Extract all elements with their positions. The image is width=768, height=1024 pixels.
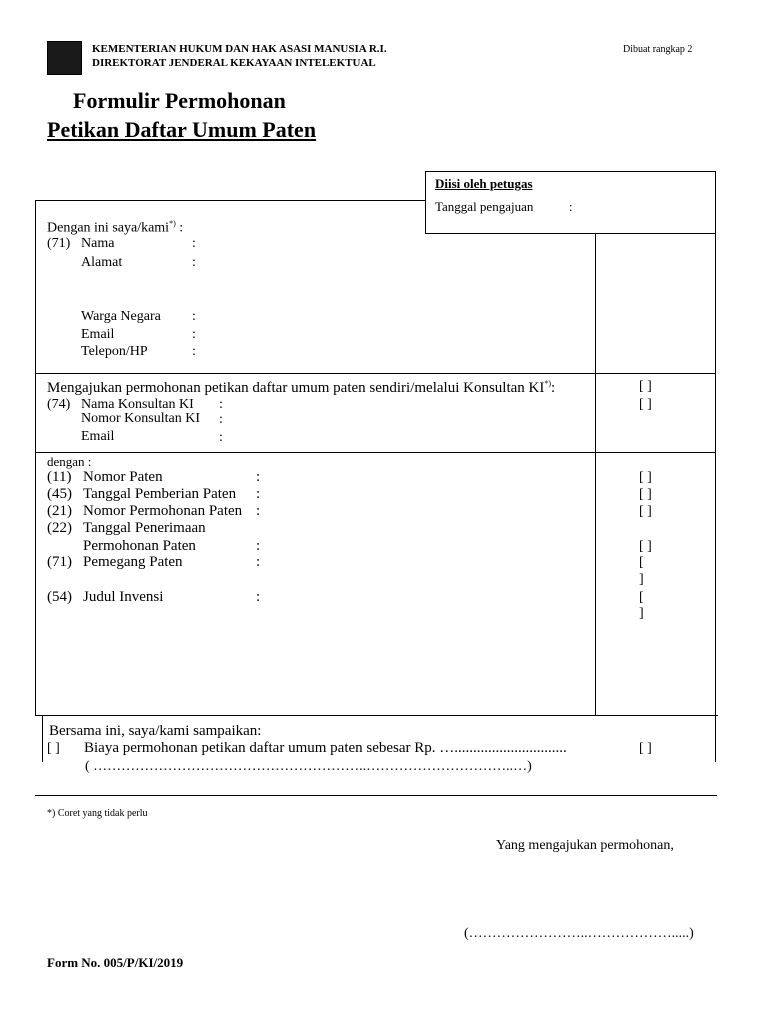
attachment-left-border bbox=[42, 716, 43, 762]
patent-holder-code: (71) bbox=[47, 554, 72, 570]
applicant-code: (71) bbox=[47, 236, 71, 251]
receipt-date-checkbox[interactable]: [ ] bbox=[639, 539, 652, 554]
address-label: Alamat bbox=[81, 255, 123, 270]
application-number-code: (21) bbox=[47, 503, 72, 519]
form-right-border bbox=[715, 233, 716, 715]
patent-number-colon: : bbox=[256, 469, 261, 485]
form-column-divider bbox=[595, 233, 596, 715]
fee-amount-words[interactable]: ( …………………………………………………..…………………………..…) bbox=[85, 759, 532, 774]
fee-text: Biaya permohonan petikan daftar umum paten sebesar Rp. ….............................. bbox=[84, 740, 567, 756]
submission-date-field[interactable] bbox=[581, 199, 706, 215]
patent-holder-field[interactable] bbox=[266, 554, 584, 584]
email-field[interactable] bbox=[202, 327, 582, 344]
grant-date-code: (45) bbox=[47, 486, 72, 502]
address-colon: : bbox=[192, 255, 196, 270]
officer-box-heading: Diisi oleh petugas bbox=[435, 176, 533, 191]
consultant-number-colon: : bbox=[219, 412, 223, 427]
patent-holder-checkbox-close: ] bbox=[639, 572, 644, 587]
patent-number-field[interactable] bbox=[266, 469, 584, 486]
email-colon: : bbox=[192, 327, 196, 342]
form-subtitle: Petikan Daftar Umum Paten bbox=[47, 117, 317, 142]
ministry-name: KEMENTERIAN HUKUM DAN HAK ASASI MANUSIA R.I. bbox=[92, 43, 387, 55]
invention-title-checkbox-open[interactable]: [ bbox=[639, 590, 644, 605]
grant-date-checkbox[interactable]: [ ] bbox=[639, 487, 652, 502]
ministry-logo bbox=[47, 41, 82, 75]
form-left-border bbox=[35, 200, 36, 715]
signature-line[interactable]: (……………………..……………….....) bbox=[464, 926, 694, 941]
grant-date-field[interactable] bbox=[266, 486, 584, 503]
attachment-right-border bbox=[715, 716, 716, 762]
section-divider-2 bbox=[35, 452, 715, 453]
consultant-name-label: Nama Konsultan KI bbox=[81, 397, 194, 412]
patent-holder-checkbox-open[interactable]: [ bbox=[639, 555, 644, 570]
citizenship-field[interactable] bbox=[202, 309, 582, 326]
email-label: Email bbox=[81, 327, 115, 342]
footer-rule bbox=[35, 795, 717, 796]
patent-number-code: (11) bbox=[47, 469, 72, 485]
receipt-date-label-line1: Tanggal Penerimaan bbox=[83, 520, 206, 536]
consultant-number-label: Nomor Konsultan KI bbox=[81, 411, 200, 426]
applicant-intro: Dengan ini saya/kami*) : bbox=[47, 219, 184, 236]
application-number-checkbox[interactable]: [ ] bbox=[639, 504, 652, 519]
consultant-code: (74) bbox=[47, 397, 71, 412]
application-number-label: Nomor Permohonan Paten bbox=[83, 503, 243, 519]
consultant-name-colon: : bbox=[219, 397, 223, 412]
footnote: *) Coret yang tidak perlu bbox=[47, 808, 148, 819]
name-colon: : bbox=[192, 236, 196, 251]
consultant-number-field[interactable] bbox=[229, 412, 584, 429]
patent-holder-colon: : bbox=[256, 554, 261, 570]
copies-note: Dibuat rangkap 2 bbox=[623, 44, 693, 55]
section-divider-1 bbox=[35, 373, 715, 374]
invention-title-checkbox-close: ] bbox=[639, 606, 644, 621]
patent-number-label: Nomor Paten bbox=[83, 469, 163, 485]
form-title: Formulir Permohonan bbox=[73, 88, 286, 113]
consultant-email-colon: : bbox=[219, 430, 223, 445]
signature-label: Yang mengajukan permohonan, bbox=[496, 838, 674, 853]
application-number-field[interactable] bbox=[266, 503, 584, 520]
fee-checkbox[interactable]: [ ] bbox=[639, 741, 652, 756]
grant-date-label: Tanggal Pemberian Paten bbox=[83, 486, 237, 502]
form-number: Form No. 005/P/KI/2019 bbox=[47, 955, 184, 970]
officer-box bbox=[425, 171, 716, 234]
receipt-date-colon: : bbox=[256, 538, 261, 554]
grant-date-colon: : bbox=[256, 486, 261, 502]
patent-intro: dengan : bbox=[47, 454, 92, 469]
invention-title-code: (54) bbox=[47, 589, 72, 605]
submission-date-label: Tanggal pengajuan bbox=[435, 199, 534, 214]
name-field[interactable] bbox=[202, 236, 582, 253]
application-number-colon: : bbox=[256, 503, 261, 519]
receipt-date-code: (22) bbox=[47, 520, 72, 536]
phone-colon: : bbox=[192, 344, 196, 359]
phone-field[interactable] bbox=[202, 344, 582, 361]
invention-title-colon: : bbox=[256, 589, 261, 605]
fee-check[interactable]: [ ] bbox=[47, 741, 60, 756]
directorate-name: DIREKTORAT JENDERAL KEKAYAAN INTELEKTUAL bbox=[92, 57, 376, 69]
invention-title-label: Judul Invensi bbox=[83, 589, 164, 605]
address-field[interactable] bbox=[202, 255, 582, 305]
consultant-email-label: Email bbox=[81, 429, 115, 444]
name-label: Nama bbox=[81, 236, 115, 251]
consultant-statement-checkbox[interactable]: [ ] bbox=[639, 379, 652, 394]
attachments-intro: Bersama ini, saya/kami sampaikan: bbox=[49, 723, 262, 739]
citizenship-label: Warga Negara bbox=[81, 309, 161, 324]
patent-holder-label: Pemegang Paten bbox=[83, 554, 183, 570]
receipt-date-label-line2: Permohonan Paten bbox=[83, 538, 196, 554]
section-divider-3 bbox=[35, 715, 718, 716]
phone-label: Telepon/HP bbox=[81, 344, 148, 359]
consultant-email-field[interactable] bbox=[229, 430, 584, 447]
receipt-date-field[interactable] bbox=[266, 538, 584, 555]
consultant-name-checkbox[interactable]: [ ] bbox=[639, 397, 652, 412]
invention-title-field[interactable] bbox=[266, 589, 584, 699]
citizenship-colon: : bbox=[192, 309, 196, 324]
consultant-statement: Mengajukan permohonan petikan daftar umum paten sendiri/melalui Konsultan KI*): bbox=[47, 379, 556, 396]
patent-number-checkbox[interactable]: [ ] bbox=[639, 470, 652, 485]
submission-date-colon: : bbox=[569, 199, 573, 214]
form-top-border bbox=[35, 200, 426, 201]
